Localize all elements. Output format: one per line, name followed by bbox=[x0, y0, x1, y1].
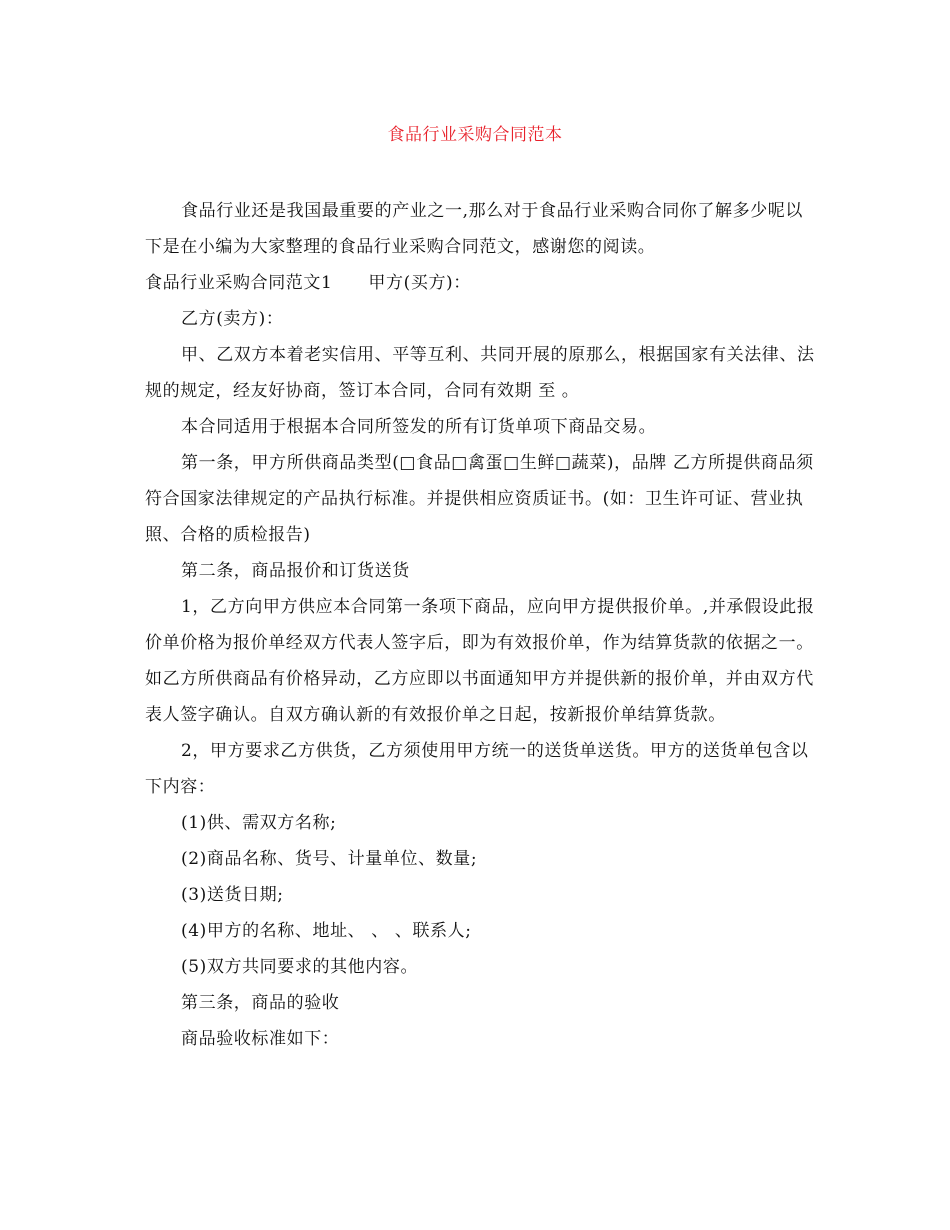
list-item: (4)甲方的名称、地址、 、 、联系人; bbox=[181, 921, 472, 941]
list-item: (2)商品名称、货号、计量单位、数量; bbox=[181, 849, 478, 869]
list-item: (3)送货日期; bbox=[181, 885, 284, 905]
contract-heading: 食品行业采购合同范文1 bbox=[145, 273, 333, 293]
article-2-clause-2: 2，甲方要求乙方供货，乙方须使用甲方统一的送货单送货。甲方的送货单包含以下内容： bbox=[145, 741, 809, 797]
contract-heading-line bbox=[145, 265, 817, 301]
document-body bbox=[145, 193, 817, 1057]
list-item: (1)供、需双方名称; bbox=[181, 813, 337, 833]
party-b-label: 乙方(卖方)： bbox=[181, 309, 284, 329]
intro-paragraph: 食品行业还是我国最重要的产业之一,那么对于食品行业采购合同你了解多少呢以下是在小编为大家整理的食品行业采购合同范文，感谢您的阅读。 bbox=[145, 201, 804, 257]
article-2-clause-1: 1，乙方向甲方供应本合同第一条项下商品，应向甲方提供报价单。,并承假设此报价单价格为报价单经双方代表人签字后，即为有效报价单，作为结算货款的依据之一。如乙方所供商品有价格异动，乙方应即以书面通知甲方并提供新的报价单，并由双方代表人签字确认。自双方确认新的有效报价单之日起，按新报价单结算货款。 bbox=[145, 597, 815, 725]
preamble-paragraph: 甲、乙双方本着老实信用、平等互利、共同开展的原那么，根据国家有关法律、法规的规定，经友好协商，签订本合同，合同有效期 至 。 bbox=[145, 345, 815, 401]
party-a-label: 甲方(买方)： bbox=[368, 273, 471, 293]
scope-paragraph: 本合同适用于根据本合同所签发的所有订货单项下商品交易。 bbox=[181, 417, 657, 437]
list-item: (5)双方共同要求的其他内容。 bbox=[181, 957, 419, 977]
article-3-heading: 第三条，商品的验收 bbox=[181, 993, 340, 1013]
acceptance-standard-paragraph: 商品验收标准如下： bbox=[181, 1029, 340, 1049]
article-2-heading: 第二条，商品报价和订货送货 bbox=[181, 561, 410, 581]
article-1-paragraph: 第一条，甲方所供商品类型(□食品□禽蛋□生鲜□蔬菜)，品牌 乙方所提供商品须符合国家法律规定的产品执行标准。并提供相应资质证书。(如：卫生许可证、营业执照、合格的质检报告) bbox=[145, 453, 814, 545]
document-title: 食品行业采购合同范本 bbox=[387, 125, 563, 145]
